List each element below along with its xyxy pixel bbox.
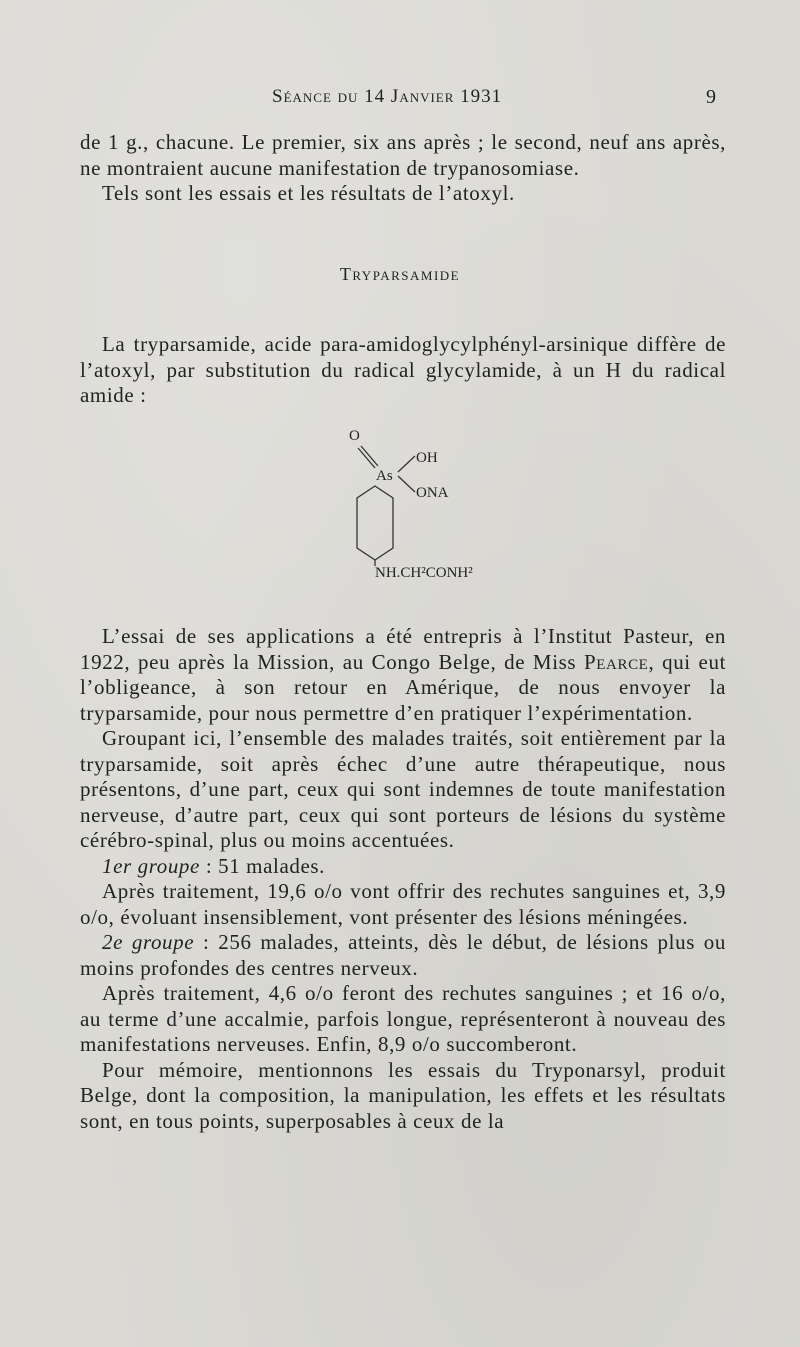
paragraph-essai-end: , qui eut l’obligeance, à son retour en Amérique, de nous envoyer la tryparsamide, pour nous permettre d’en pratiquer l’expérimentation. [80,649,727,725]
chemical-formula [330,426,590,596]
intro-text [80,332,726,409]
group2-label: 2e groupe [102,930,195,954]
formula-hydroxyl: OH [416,450,438,466]
formula-substituent: NH.CH²CONH² [375,565,473,581]
paragraph-group2 [80,930,726,981]
paragraph-continuation: de 1 g., chacune. Le premier, six ans après ; le second, neuf ans après, ne montraient aucune manifestation de trypanosomiase. [80,130,726,180]
running-header [0,86,800,112]
paragraph-essai-start: L’essai de ses applications a été entrepris à l’Institut Pasteur, en 1922, peu après la Mission, au Congo Belge, de Miss [80,624,726,674]
opening-text [80,130,726,207]
paragraph-group1-result: Après traitement, 19,6 o/o vont offrir des rechutes sanguines et, 3,9 o/o, évoluant insensiblement, vont présenter des lésions méningées. [80,879,726,929]
paragraph-group2-result: Après traitement, 4,6 o/o feront des rechutes sanguines ; et 16 o/o, au terme d’une accalmie, parfois longue, représenteront à nouveau des manifestations nerveuses. Enfin, 8,9 o/o succomberont. [80,981,726,1056]
paragraph-memoire: Pour mémoire, mentionnons les essais du Tryponarsyl, produit Belge, dont la composition, la manipulation, les effets et les résultats sont, en tous points, superposables à ceux de la [80,1057,726,1133]
paragraph-group1 [80,854,726,880]
main-text [80,624,726,1134]
paragraph-groupant: Groupant ici, l’ensemble des malades traités, soit entièrement par la tryparsamide, soit après échec d’une autre thérapeutique, nous présentons, d’une part, ceux qui sont indemnes de toute manifestation nerveuse, d’autre part, ceux qui sont porteurs de lésions du système cérébro-spinal, plus ou moins accentuées. [80,726,726,852]
formula-oxygen: O [349,428,360,444]
page-number: 9 [706,86,716,108]
group1-label: 1er groupe [102,853,200,878]
group2-text: : 256 malades, atteints, dès le début, de lésions plus ou moins profondes des centres nerveux. [80,930,726,980]
group1-text: : 51 malades. [199,853,326,878]
section-heading: Tryparsamide [339,264,461,284]
running-title: Séance du 14 Janvier 1931 [272,86,503,107]
paragraph-atoxyl-summary: Tels sont les essais et les résultats de l’atoxyl. [102,181,515,205]
paragraph-essai [80,624,726,726]
formula-arsenic: As [376,468,393,484]
person-name-pearce: Pearce [584,649,649,674]
paragraph-tryparsamide-definition: La tryparsamide, acide para-amidoglycylphényl-arsinique diffère de l’atoxyl, par substitution du radical glycylamide, à un H du radical amide : [80,332,726,407]
formula-sodium-oxide: ONA [416,485,449,501]
